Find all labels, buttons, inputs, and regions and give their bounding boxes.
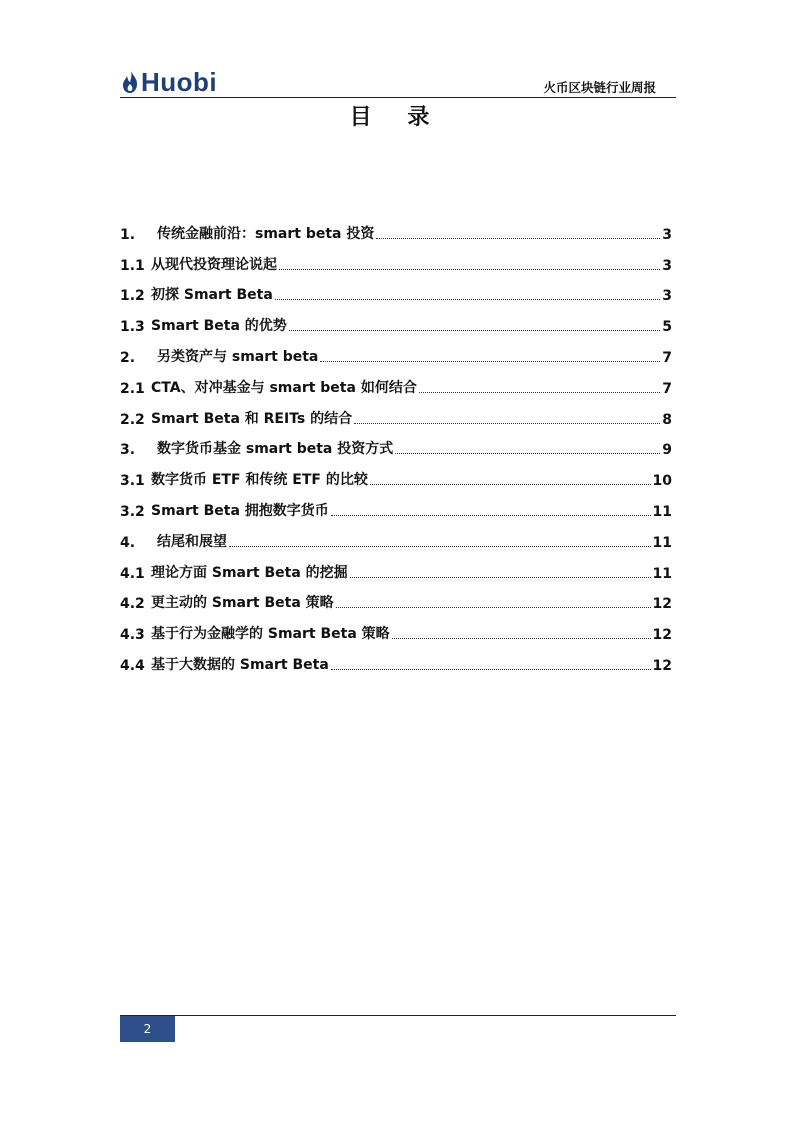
toc-entry-label: 基于大数据的 Smart Beta — [151, 656, 329, 673]
toc-dot-leader — [354, 423, 660, 424]
toc-entry-label: 数字货币 ETF 和传统 ETF 的比较 — [151, 472, 368, 489]
toc-entry-label: 数字货币基金 smart beta 投资方式 — [157, 441, 394, 458]
toc-entry-page: 12 — [652, 596, 672, 613]
footer-divider — [120, 1015, 676, 1016]
toc-entry-page: 11 — [652, 503, 672, 520]
toc-entry-page: 12 — [652, 657, 672, 674]
toc-entry-label: 传统金融前沿：smart beta 投资 — [157, 225, 375, 242]
toc-entry-number: 1.1 — [120, 257, 145, 274]
toc-entry[interactable] — [120, 489, 672, 520]
toc-entry-number: 4.1 — [120, 565, 145, 582]
toc-entry-page: 8 — [662, 411, 672, 428]
page-header — [120, 66, 676, 98]
toc-entry[interactable] — [120, 212, 672, 243]
toc-entry[interactable] — [120, 582, 672, 613]
toc-dot-leader — [395, 453, 660, 454]
toc-entry[interactable] — [120, 458, 672, 489]
toc-entry[interactable] — [120, 366, 672, 397]
toc-entry-number: 2. — [120, 349, 136, 366]
toc-dot-leader — [376, 238, 660, 239]
toc-dot-leader — [331, 515, 651, 516]
toc-entry-page: 3 — [662, 257, 672, 274]
toc-entry-page: 11 — [652, 565, 672, 582]
toc-entry-number: 4.3 — [120, 627, 145, 644]
toc-entry-number: 3.2 — [120, 503, 145, 520]
toc-entry-number: 4. — [120, 534, 136, 551]
toc-entry-page: 7 — [662, 349, 672, 366]
toc-entry-label: 理论方面 Smart Beta 的挖掘 — [151, 564, 348, 581]
toc-entry-number: 3.1 — [120, 473, 145, 490]
toc-entry-number: 1. — [120, 226, 136, 243]
toc-entry-number: 2.1 — [120, 380, 145, 397]
toc-entry-label: 从现代投资理论说起 — [151, 256, 277, 273]
toc-entry[interactable] — [120, 428, 672, 459]
toc-entry-number: 2.2 — [120, 411, 145, 428]
toc-entry-label: Smart Beta 的优势 — [151, 318, 287, 335]
toc-entry[interactable] — [120, 304, 672, 335]
toc-entry-number: 1.2 — [120, 288, 145, 305]
toc-dot-leader — [229, 546, 651, 547]
toc-entry[interactable] — [120, 520, 672, 551]
toc-dot-leader — [279, 269, 660, 270]
toc-entry-page: 11 — [652, 534, 672, 551]
flame-icon — [122, 70, 138, 94]
toc-entry-number: 3. — [120, 442, 136, 459]
toc-entry[interactable] — [120, 551, 672, 582]
toc-dot-leader — [350, 577, 651, 578]
toc-entry[interactable] — [120, 397, 672, 428]
toc-entry-number: 4.2 — [120, 596, 145, 613]
toc-entry-label: 另类资产与 smart beta — [157, 348, 319, 365]
toc-dot-leader — [275, 299, 660, 300]
toc-entry-label: 基于行为金融学的 Smart Beta 策略 — [151, 626, 390, 643]
table-of-contents — [120, 212, 672, 674]
toc-dot-leader — [289, 330, 660, 331]
page-number-badge: 2 — [120, 1016, 175, 1042]
header-divider — [120, 97, 676, 98]
toc-entry[interactable] — [120, 612, 672, 643]
toc-title: 目 录 — [349, 105, 444, 130]
toc-entry-number: 1.3 — [120, 319, 145, 336]
toc-entry-page: 5 — [662, 319, 672, 336]
toc-entry-label: Smart Beta 拥抱数字货币 — [151, 502, 329, 519]
toc-entry-label: 结尾和展望 — [157, 533, 227, 550]
toc-dot-leader — [392, 638, 651, 639]
toc-entry-number: 4.4 — [120, 657, 145, 674]
toc-entry-label: Smart Beta 和 REITs 的结合 — [151, 410, 353, 427]
toc-entry-label: 更主动的 Smart Beta 策略 — [151, 595, 334, 612]
huobi-logo — [122, 68, 217, 96]
toc-entry-page: 3 — [662, 226, 672, 243]
toc-entry-page: 12 — [652, 627, 672, 644]
toc-entry[interactable] — [120, 643, 672, 674]
toc-entry-page: 3 — [662, 288, 672, 305]
toc-dot-leader — [336, 607, 651, 608]
toc-entry-label: CTA、对冲基金与 smart beta 如何结合 — [151, 379, 417, 396]
report-name: 火币区块链行业周报 — [543, 80, 656, 95]
toc-entry-page: 9 — [662, 442, 672, 459]
toc-dot-leader — [419, 392, 660, 393]
toc-entry[interactable] — [120, 335, 672, 366]
toc-entry[interactable] — [120, 274, 672, 305]
toc-dot-leader — [370, 484, 651, 485]
toc-dot-leader — [331, 669, 651, 670]
toc-entry-page: 7 — [662, 380, 672, 397]
toc-dot-leader — [320, 361, 660, 362]
toc-entry[interactable] — [120, 243, 672, 274]
logo-text: Huobi — [141, 67, 218, 97]
toc-entry-page: 10 — [652, 473, 672, 490]
toc-entry-label: 初探 Smart Beta — [151, 287, 273, 304]
